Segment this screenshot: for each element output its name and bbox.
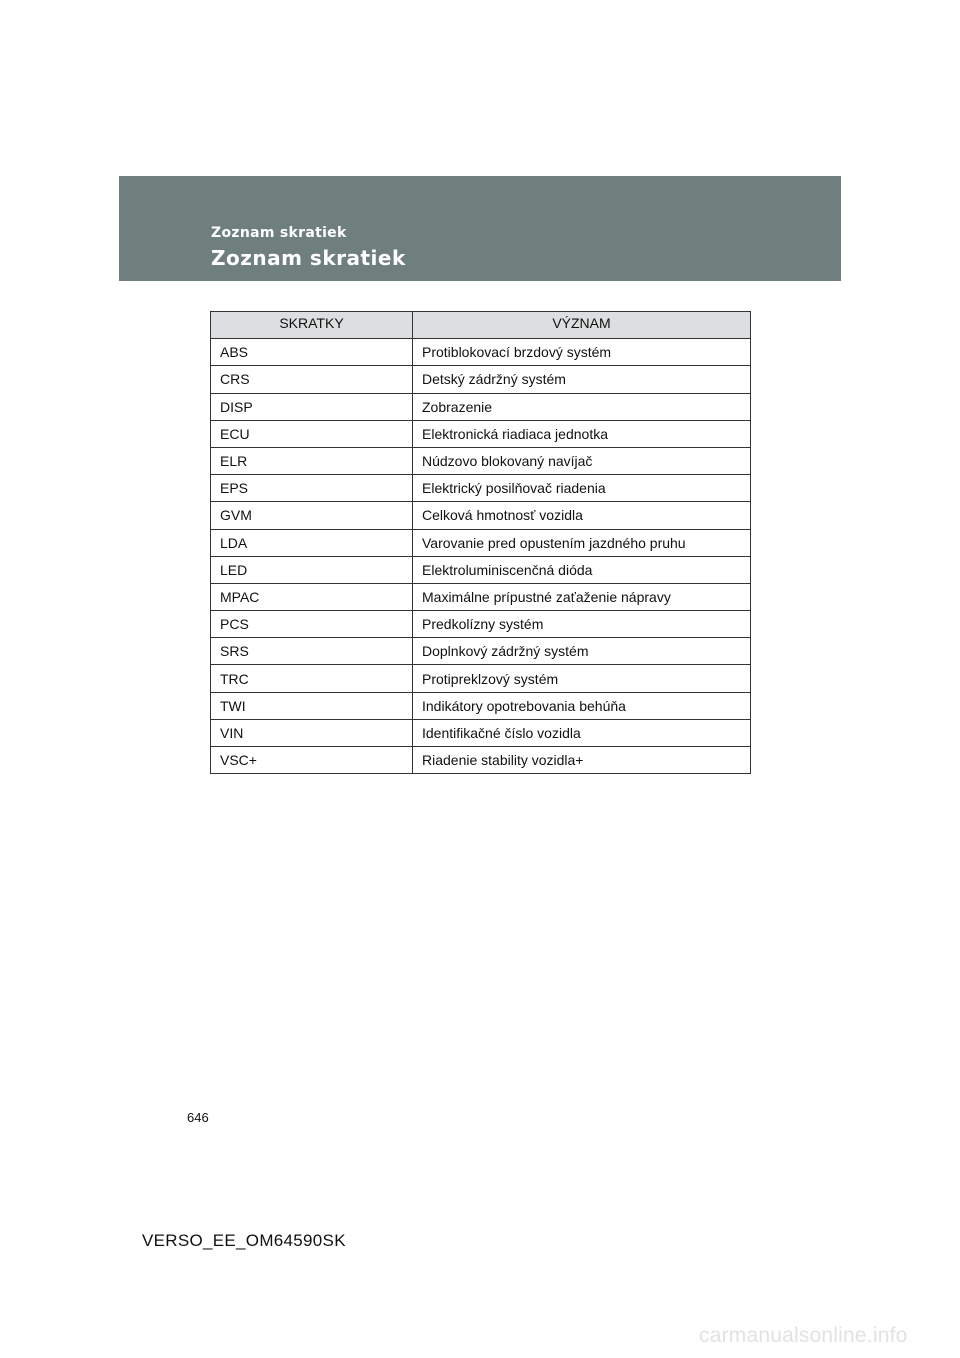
abbreviation-cell: PCS — [211, 611, 413, 638]
table-row — [211, 747, 751, 774]
table-row — [211, 665, 751, 692]
site-watermark: carmanualsonline.info — [699, 1324, 908, 1347]
meaning-cell: Celková hmotnosť vozidla — [413, 502, 751, 529]
meaning-cell: Indikátory opotrebovania behúňa — [413, 692, 751, 719]
table-row — [211, 420, 751, 447]
table-row — [211, 447, 751, 474]
abbreviation-cell: VIN — [211, 719, 413, 746]
meaning-cell: Elektrický posilňovač riadenia — [413, 475, 751, 502]
table-row — [211, 475, 751, 502]
abbreviation-cell: ELR — [211, 447, 413, 474]
table-row — [211, 502, 751, 529]
meaning-cell: Maximálne prípustné zaťaženie nápravy — [413, 583, 751, 610]
abbreviation-cell: SRS — [211, 638, 413, 665]
table-row — [211, 556, 751, 583]
table-row — [211, 692, 751, 719]
abbreviation-cell: CRS — [211, 366, 413, 393]
abbreviation-cell: DISP — [211, 393, 413, 420]
abbreviation-cell: GVM — [211, 502, 413, 529]
table-row — [211, 366, 751, 393]
abbreviation-cell: TWI — [211, 692, 413, 719]
table-row — [211, 339, 751, 366]
table-row — [211, 611, 751, 638]
abbreviations-table — [210, 311, 751, 774]
column-header-meaning: VÝZNAM — [413, 312, 751, 339]
abbreviation-cell: LDA — [211, 529, 413, 556]
table-row — [211, 638, 751, 665]
abbreviation-cell: LED — [211, 556, 413, 583]
table-row — [211, 529, 751, 556]
section-subtitle: Zoznam skratiek — [211, 225, 347, 241]
meaning-cell: Predkolízny systém — [413, 611, 751, 638]
table-row — [211, 393, 751, 420]
table-header-row — [211, 312, 751, 339]
section-header-band — [119, 176, 841, 281]
meaning-cell: Riadenie stability vozidla+ — [413, 747, 751, 774]
abbreviation-cell: VSC+ — [211, 747, 413, 774]
meaning-cell: Núdzovo blokovaný navíjač — [413, 447, 751, 474]
meaning-cell: Elektronická riadiaca jednotka — [413, 420, 751, 447]
abbreviation-cell: ABS — [211, 339, 413, 366]
abbreviation-cell: MPAC — [211, 583, 413, 610]
meaning-cell: Identifikačné číslo vozidla — [413, 719, 751, 746]
abbreviation-cell: ECU — [211, 420, 413, 447]
abbreviation-cell: EPS — [211, 475, 413, 502]
meaning-cell: Zobrazenie — [413, 393, 751, 420]
document-code: VERSO_EE_OM64590SK — [142, 1231, 346, 1250]
column-header-abbreviation: SKRATKY — [211, 312, 413, 339]
table-row — [211, 583, 751, 610]
table-row — [211, 719, 751, 746]
meaning-cell: Elektroluminiscenčná dióda — [413, 556, 751, 583]
page-number: 646 — [187, 1110, 209, 1125]
page-title: Zoznam skratiek — [211, 246, 406, 270]
abbreviation-cell: TRC — [211, 665, 413, 692]
meaning-cell: Doplnkový zádržný systém — [413, 638, 751, 665]
meaning-cell: Detský zádržný systém — [413, 366, 751, 393]
meaning-cell: Varovanie pred opustením jazdného pruhu — [413, 529, 751, 556]
meaning-cell: Protipreklzový systém — [413, 665, 751, 692]
meaning-cell: Protiblokovací brzdový systém — [413, 339, 751, 366]
